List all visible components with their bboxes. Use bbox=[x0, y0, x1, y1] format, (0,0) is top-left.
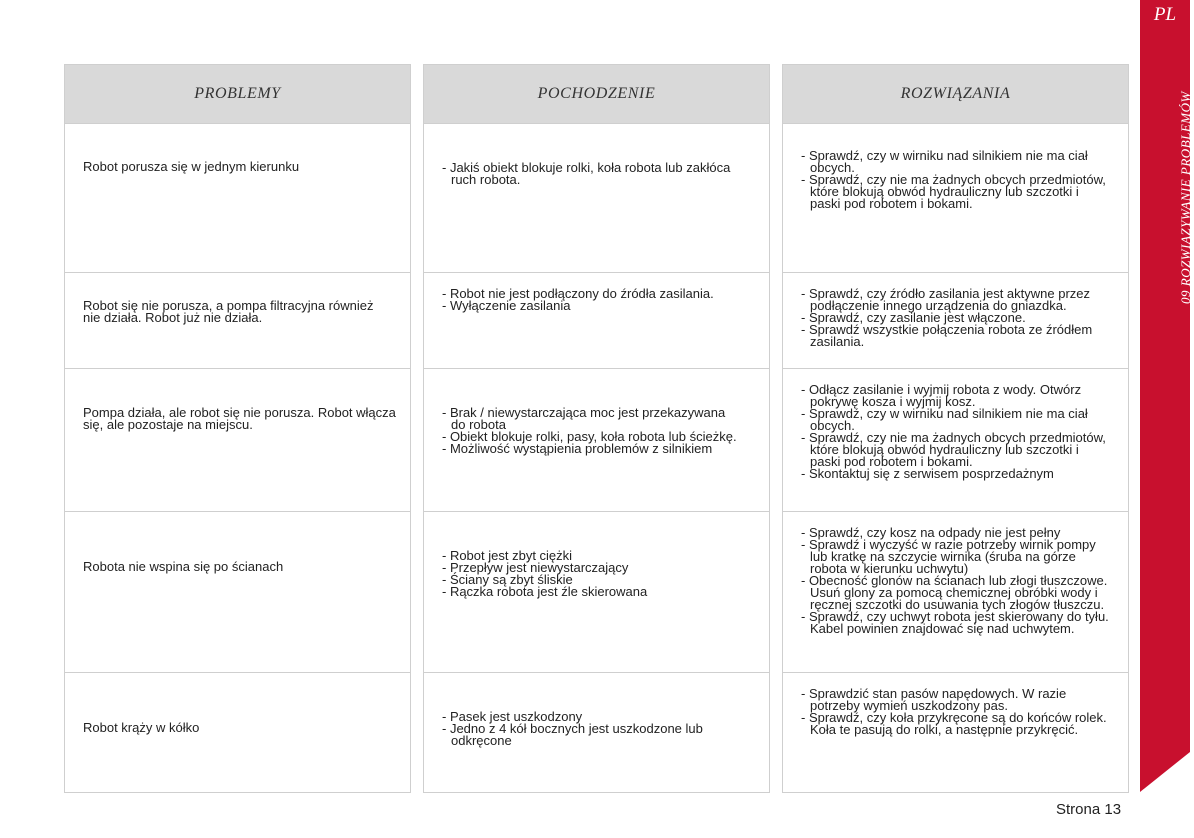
table-row bbox=[783, 123, 1128, 272]
problem-text: Robot porusza się w jednym kierunku bbox=[83, 159, 300, 174]
problem-text: Robot krąży w kółko bbox=[83, 720, 200, 735]
problems-column bbox=[64, 64, 411, 793]
solution-text: - Sprawdź, czy źródło zasilania jest aktywne przez podłączenie innego urządzenia do gniazdka. - Sprawdź, czy zasilanie jest włączone. - Sprawdź wszystkie połączenia robota ze źródłem zasilania. bbox=[801, 286, 1093, 349]
solution-text: - Sprawdź, czy kosz na odpady nie jest pełny - Sprawdź i wyczyść w razie potrzeby wirnik pompy lub kratkę na szczycie wirnika (śruba na górze robota w kierunku uchwytu) - Obecność glonów na ścianach lub złogi tłuszczowe. Usuń glony za pomocą chemicznej obróbki wody i ręcznej szczotki do usuwania tych złogów tłuszczu. - Sprawdź, czy uchwyt robota jest skierowany do tyłu. Kabel powinien znajdować się nad uchwytem. bbox=[801, 525, 1109, 636]
origin-text: - Brak / niewystarczająca moc jest przekazywana do robota - Obiekt blokuje rolki, pasy, koła robota lub ścieżkę. - Możliwość wystąpienia problemów z silnikiem bbox=[442, 405, 737, 456]
table-row bbox=[65, 511, 410, 672]
problem-text: Robota nie wspina się po ścianach bbox=[83, 559, 284, 574]
table-row bbox=[783, 511, 1128, 672]
solution-text: - Sprawdź, czy w wirniku nad silnikiem nie ma ciał obcych. - Sprawdź, czy nie ma żadnych obcych przedmiotów, które blokują obwód hydrauliczny lub szczotki i paski pod robotem i bokami. bbox=[801, 148, 1106, 211]
table-row bbox=[424, 123, 769, 272]
origin-column bbox=[423, 64, 770, 793]
problems-header: PROBLEMY bbox=[65, 65, 410, 124]
table-row bbox=[424, 368, 769, 511]
table-row bbox=[65, 123, 410, 272]
language-tag: PL bbox=[1153, 4, 1177, 25]
table-row bbox=[783, 672, 1128, 792]
solution-text: - Odłącz zasilanie i wyjmij robota z wody. Otwórz pokrywę kosza i wyjmij kosz. - Sprawdź, czy w wirniku nad silnikiem nie ma ciał obcych. - Sprawdź, czy nie ma żadnych obcych przedmiotów, które blokują obwód hydrauliczny lub szczotki i paski pod robotem i bokami. - Skontaktuj się z serwisem posprzedażnym bbox=[801, 382, 1106, 481]
origin-text: - Jakiś obiekt blokuje rolki, koła robota lub zakłóca ruch robota. bbox=[442, 160, 731, 187]
table-row bbox=[783, 272, 1128, 368]
table-row bbox=[783, 368, 1128, 511]
problem-text: Pompa działa, ale robot się nie porusza. Robot włącza się, ale pozostaje na miejscu. bbox=[83, 405, 396, 432]
origin-text: - Robot jest zbyt ciężki - Przepływ jest niewystarczający - Ściany są zbyt śliskie - Rączka robota jest źle skierowana bbox=[442, 548, 648, 599]
table-row bbox=[65, 272, 410, 368]
table-row bbox=[65, 672, 410, 792]
table-row bbox=[424, 672, 769, 792]
page-number: Strona 13 bbox=[1056, 801, 1122, 818]
solution-text: - Sprawdzić stan pasów napędowych. W razie potrzeby wymień uszkodzony pas. - Sprawdź, czy koła przykręcone są do końców rolek. Koła te pasują do rolki, a następnie przykręcić. bbox=[801, 686, 1107, 737]
solutions-header: ROZWIĄZANIA bbox=[783, 65, 1128, 124]
problem-text: Robot się nie porusza, a pompa filtracyjna również nie działa. Robot już nie działa. bbox=[83, 298, 374, 325]
solutions-column bbox=[782, 64, 1129, 793]
section-title: 09 ROZWIĄZYWANIE PROBLEMÓW bbox=[1178, 91, 1193, 304]
table-row bbox=[424, 272, 769, 368]
table-row bbox=[424, 511, 769, 672]
origin-text: - Pasek jest uszkodzony - Jedno z 4 kół bocznych jest uszkodzone lub odkręcone bbox=[442, 709, 703, 748]
origin-text: - Robot nie jest podłączony do źródła zasilania. - Wyłączenie zasilania bbox=[442, 286, 714, 313]
origin-header: POCHODZENIE bbox=[424, 65, 769, 124]
table-row bbox=[65, 368, 410, 511]
